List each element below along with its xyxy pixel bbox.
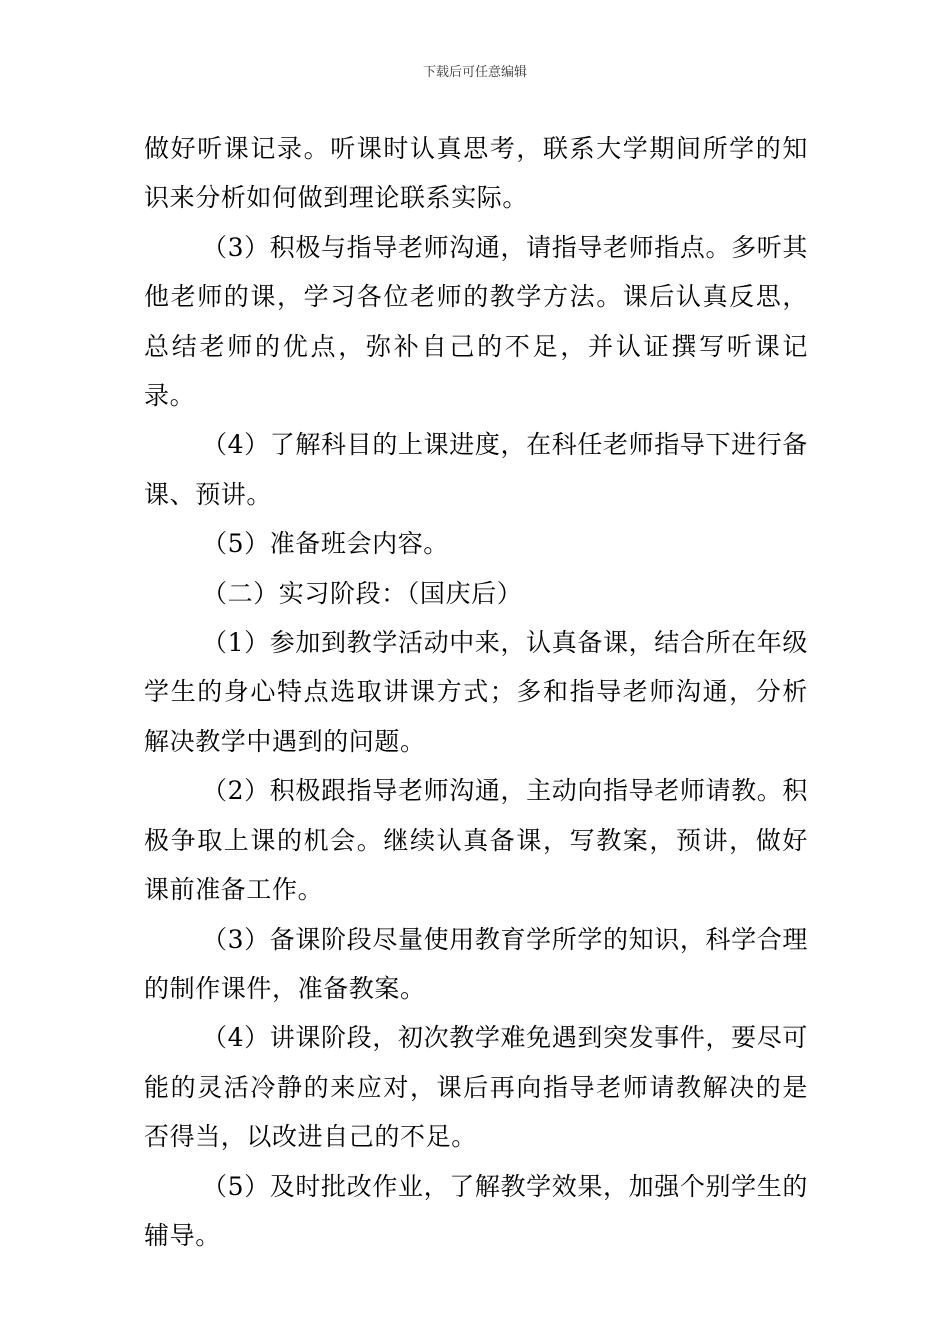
paragraph-item-1-teaching: （1）参加到教学活动中来，认真备课，结合所在年级学生的身心特点选取讲课方式；多和指导老师沟通，分析解决教学中遇到的问题。 [144, 628, 808, 756]
paragraph-item-3-preparation: （3）备课阶段尽量使用教育学所学的知识，科学合理的制作课件，准备教案。 [144, 924, 808, 1003]
paragraph-item-4-lecturing: （4）讲课阶段，初次教学难免遇到突发事件，要尽可能的灵活冷静的来应对，课后再向指导老师请教解决的是否得当，以改进自己的不足。 [144, 1023, 808, 1152]
paragraph-item-3-communicate: （3）积极与指导老师沟通，请指导老师指点。多听其他老师的课，学习各位老师的教学方法。课后认真反思，总结老师的优点，弥补自己的不足，并认证撰写听课记录。 [144, 232, 808, 411]
paragraph-item-5-class-meeting: （5）准备班会内容。 [202, 529, 449, 559]
document-body [144, 124, 808, 1260]
paragraph-item-2-consult: （2）积极跟指导老师沟通，主动向指导老师请教。积极争取上课的机会。继续认真备课，写教案，预讲，做好课前准备工作。 [144, 776, 808, 905]
paragraph-continuation: 做好听课记录。听课时认真思考，联系大学期间所学的知识来分析如何做到理论联系实际。 [144, 134, 808, 213]
paragraph-item-4-progress: （4）了解科目的上课进度，在科任老师指导下进行备课、预讲。 [144, 430, 808, 509]
section-heading-internship-stage: （二）实习阶段：（国庆后） [202, 578, 523, 608]
paragraph-item-5-homework: （5）及时批改作业，了解教学效果，加强个别学生的辅导。 [144, 1171, 808, 1250]
page-header: 下载后可任意编辑 [422, 65, 527, 80]
